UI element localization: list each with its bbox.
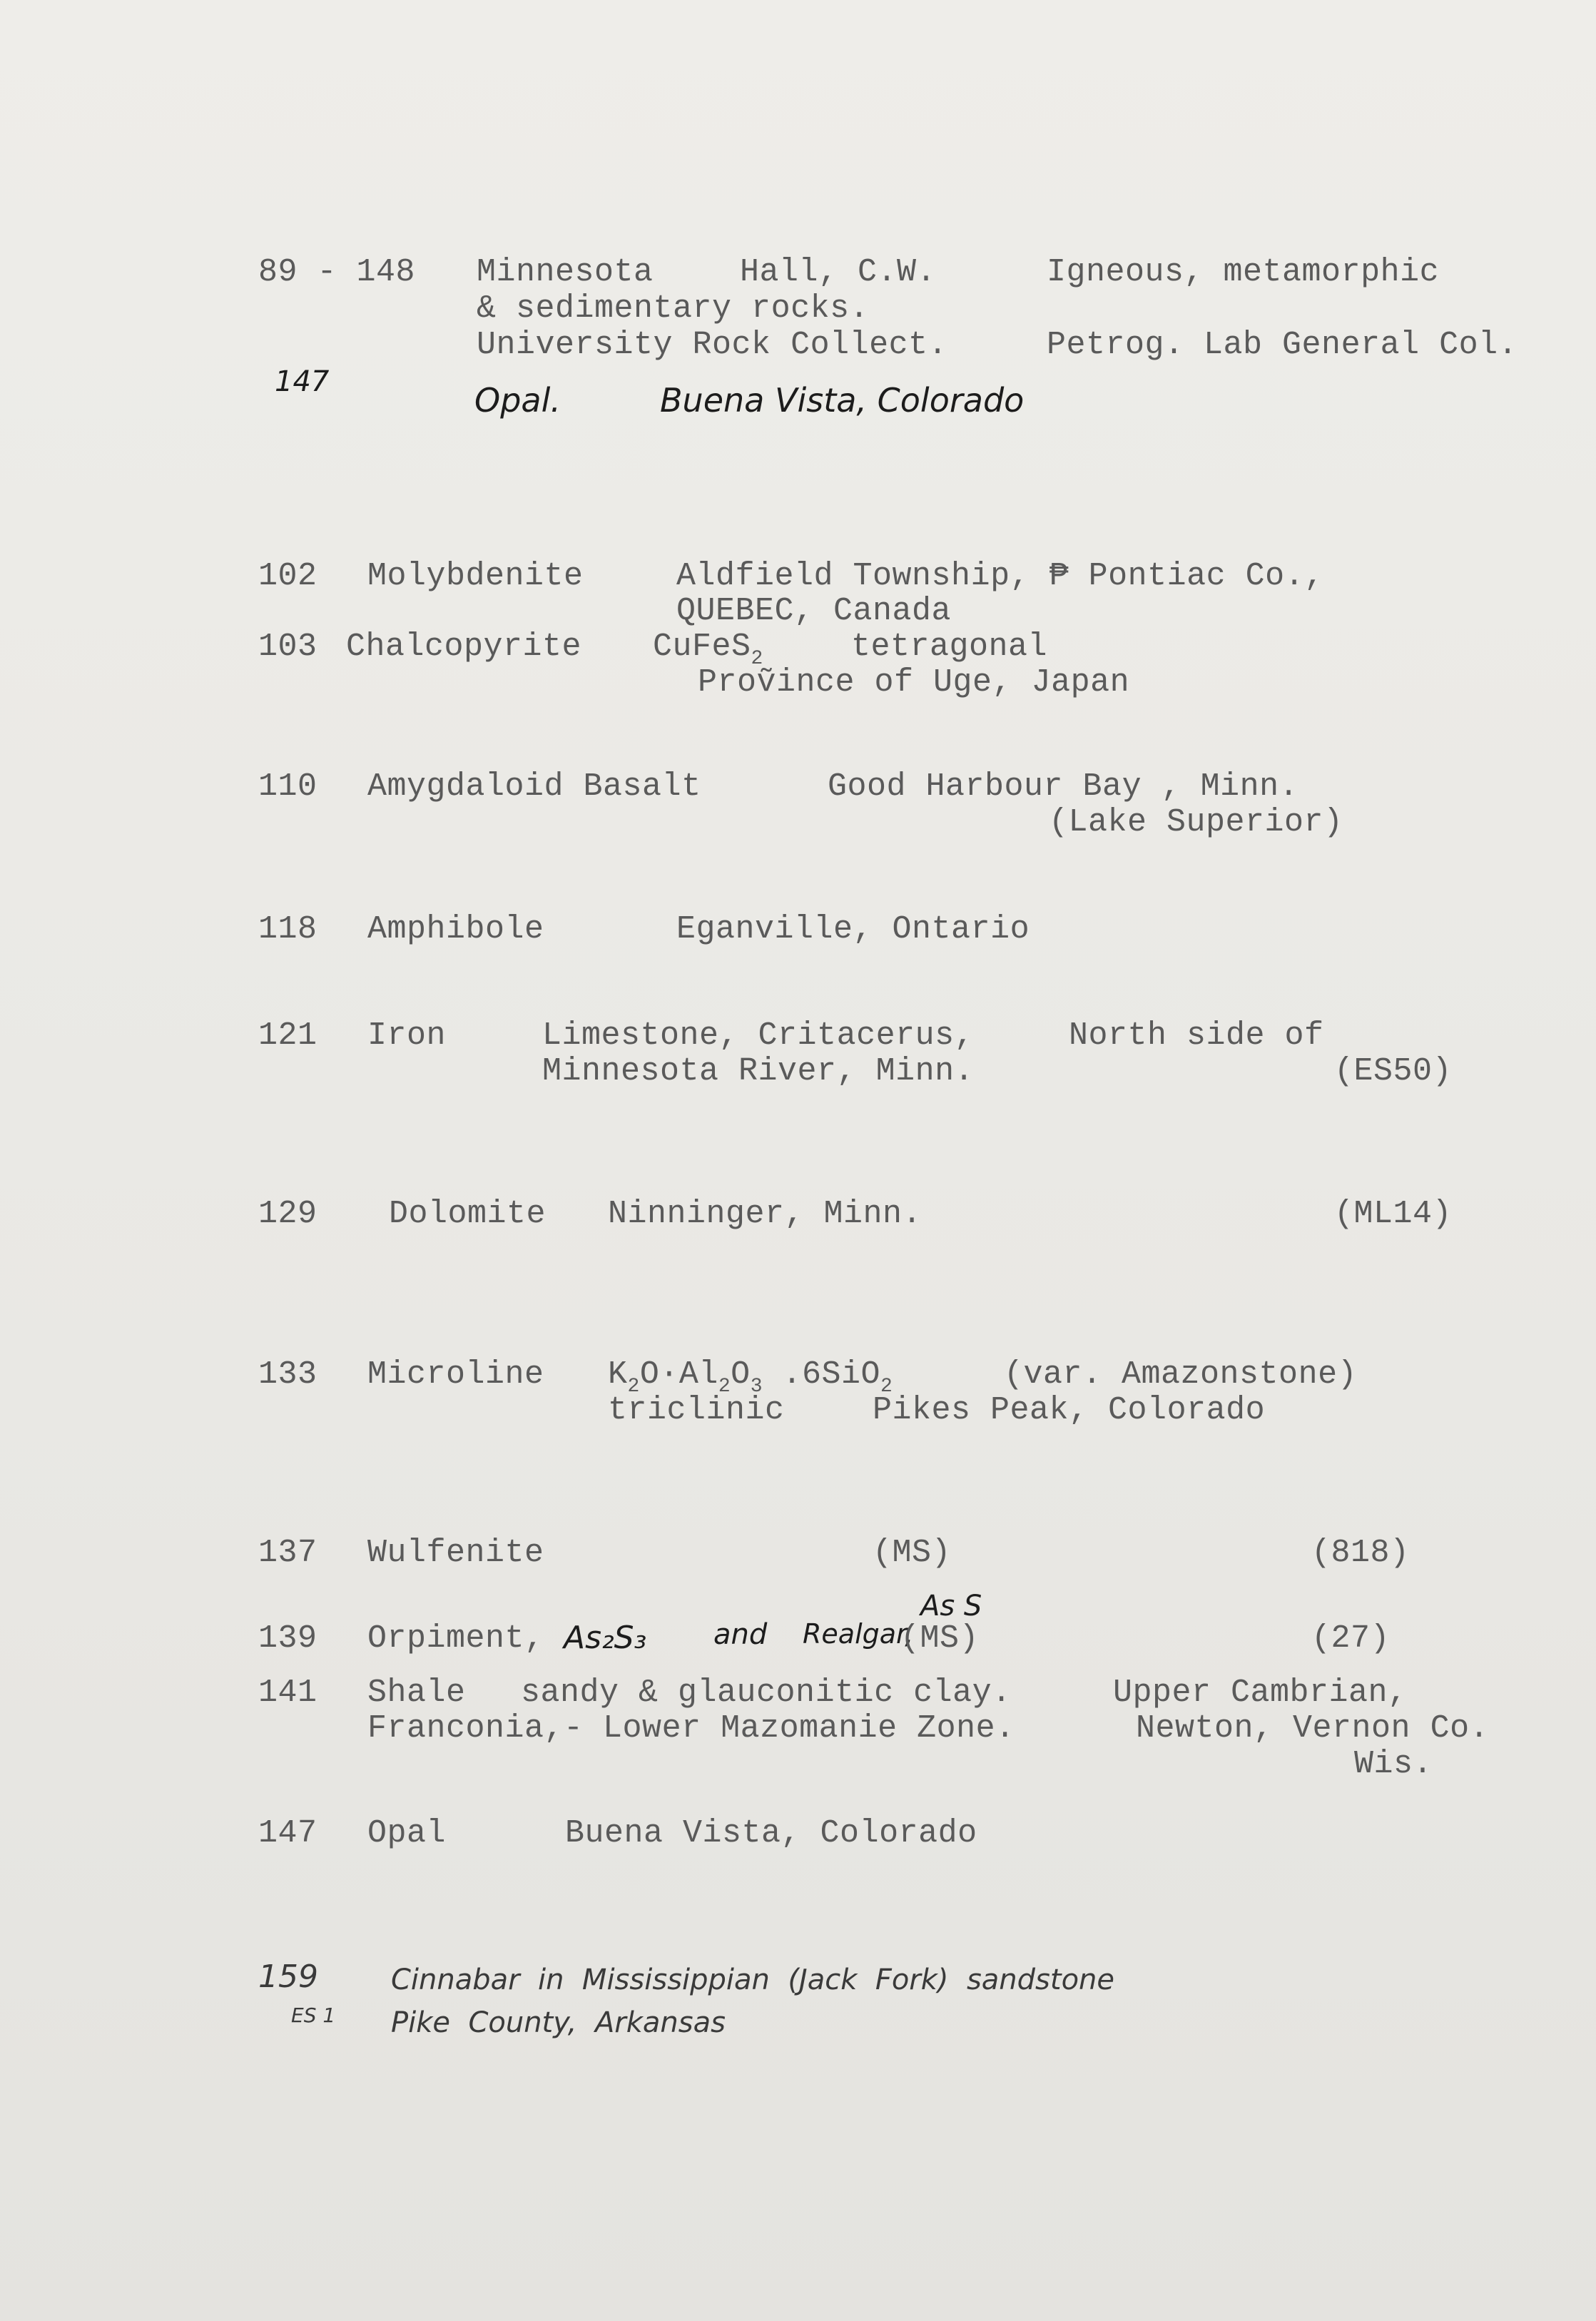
entry-89-description: Igneous, metamorphic <box>1047 254 1440 290</box>
entry-102-locality: Aldfield Township, ₱ Pontiac Co., <box>676 558 1324 594</box>
entry-141-locality: Newton, Vernon Co. <box>1136 1710 1490 1747</box>
entry-103-formula: CuFeS$_2$ <box>653 629 763 670</box>
entry-129-number: 129 <box>258 1196 317 1232</box>
entry-110-locality-2: (Lake Superior) <box>1049 804 1343 840</box>
entry-118-number: 118 <box>258 911 317 948</box>
entry-121-description: Limestone, Critacerus, <box>542 1017 975 1054</box>
entry-133-system: triclinic <box>608 1392 785 1428</box>
entry-103-system: tetragonal <box>851 629 1048 665</box>
entry-89-description-2: & sedimentary rocks. <box>477 290 870 327</box>
entry-139-handwritten-formula-2: As S <box>920 1590 982 1622</box>
entry-141-state: Wis. <box>1354 1746 1433 1782</box>
entry-139-handwritten-and: and <box>713 1618 768 1651</box>
entry-121-locality-2: Minnesota River, Minn. <box>542 1053 975 1090</box>
entry-121-name: Iron <box>367 1017 447 1054</box>
entry-103-name: Chalcopyrite <box>346 629 582 665</box>
entry-133-number: 133 <box>258 1356 317 1393</box>
entry-139-name: Orpiment, <box>367 1620 544 1657</box>
entry-137-source: (MS) <box>873 1535 952 1571</box>
entry-159-number: 159 <box>258 1959 318 1995</box>
entry-147-name: Opal <box>367 1815 447 1852</box>
entry-139-source: (MS) <box>900 1620 980 1657</box>
handwritten-147-number: 147 <box>275 365 330 398</box>
entry-139-code: (27) <box>1311 1620 1391 1657</box>
handwritten-147-name: Opal. <box>474 381 561 420</box>
entry-139-handwritten-formula: As₂S₃ <box>564 1620 647 1656</box>
entry-121-locality: North side of <box>1069 1017 1324 1054</box>
entry-129-name: Dolomite <box>389 1196 547 1232</box>
entry-102-locality-2: QUEBEC, Canada <box>676 593 952 629</box>
entry-133-locality: Pikes Peak, Colorado <box>873 1392 1266 1428</box>
entry-141-description: sandy & glauconitic clay. <box>521 1675 1012 1711</box>
entry-147-number: 147 <box>258 1815 317 1852</box>
entry-118-name: Amphibole <box>367 911 544 948</box>
entry-141-number: 141 <box>258 1675 317 1711</box>
entry-121-code: (ES50) <box>1334 1053 1453 1090</box>
entry-129-locality: Ninninger, Minn. <box>608 1196 922 1232</box>
entry-89-locality: Minnesota <box>477 254 654 290</box>
entry-133-name: Microline <box>367 1356 544 1393</box>
entry-103-number: 103 <box>258 629 317 665</box>
entry-137-code: (818) <box>1311 1535 1410 1571</box>
entry-110-number: 110 <box>258 768 317 805</box>
entry-102-number: 102 <box>258 558 317 594</box>
entry-89-number: 89 - 148 <box>258 254 416 290</box>
entry-133-variety: (var. Amazonstone) <box>1004 1356 1358 1393</box>
entry-89-collection: University Rock Collect. <box>477 327 948 363</box>
entry-159-code: ES 1 <box>291 2003 336 2027</box>
handwritten-147-locality: Buena Vista, Colorado <box>660 381 1025 420</box>
entry-141-name: Shale <box>367 1675 466 1711</box>
entry-147-locality: Buena Vista, Colorado <box>565 1815 977 1852</box>
entry-139-handwritten-realgar: Realgar, <box>803 1618 914 1650</box>
entry-110-name: Amygdaloid Basalt <box>367 768 701 805</box>
entry-133-formula: $K_2O\cdot Al_2O_3$ .6SiO$_2$ <box>608 1356 893 1398</box>
entry-110-locality: Good Harbour Bay , Minn. <box>828 768 1299 805</box>
entry-159-description: Cinnabar in Mississippian (Jack Fork) sandstone <box>391 1964 1115 1996</box>
entry-137-name: Wulfenite <box>367 1535 544 1571</box>
entry-141-age: Upper Cambrian, <box>1113 1675 1408 1711</box>
entry-139-number: 139 <box>258 1620 317 1657</box>
entry-137-number: 137 <box>258 1535 317 1571</box>
entry-103-locality: Proṽince of Uge, Japan <box>698 664 1130 701</box>
entry-89-collector: Hall, C.W. <box>740 254 937 290</box>
entry-121-number: 121 <box>258 1017 317 1054</box>
entry-118-locality: Eganville, Ontario <box>676 911 1030 948</box>
entry-159-locality: Pike County, Arkansas <box>391 2006 726 2039</box>
entry-141-formation: Franconia,- Lower Mazomanie Zone. <box>367 1710 1015 1747</box>
entry-102-name: Molybdenite <box>367 558 584 594</box>
entry-89-lab: Petrog. Lab General Col. <box>1047 327 1518 363</box>
entry-129-code: (ML14) <box>1334 1196 1453 1232</box>
